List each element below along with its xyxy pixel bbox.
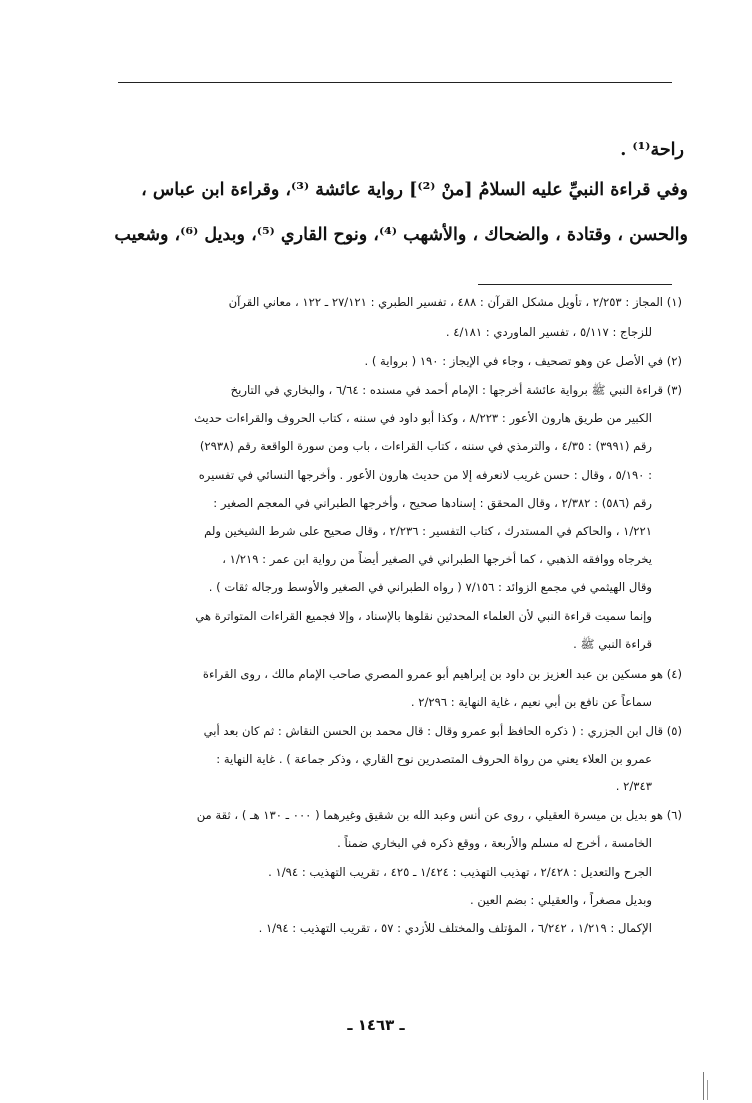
scan-edge-mark <box>703 1072 704 1100</box>
footnote-line: سماعاً عن نافع بن أبي نعيم ، غاية النهاية : ٢/٢٩٦ . <box>410 695 652 709</box>
footnote-line: (٤) هو مسكين بن عبد العزيز بن داود بن إبراهيم أبو عمرو المصري صاحب الإمام مالك ، روى القراءة <box>202 667 682 681</box>
footnote-line: الجرح والتعديل : ٢/٤٢٨ ، تهذيب التهذيب : ١/٤٢٤ ـ ٤٢٥ ، تقريب التهذيب : ١/٩٤ . <box>268 865 652 879</box>
footnote-line: رقم (٣٩٩١) : ٤/٣٥ ، والترمذي في سننه ، كتاب القراءات ، باب ومن سورة الواقعة رقم (٢٩٣٨) <box>199 439 652 453</box>
body-line-1: راحة⁽¹⁾ . <box>620 140 684 160</box>
footnote-line: الكبير من طريق هارون الأعور : ٨/٢٢٣ ، وكذا أبو داود في سننه ، كتاب الحروف والقراءات حديث <box>194 411 652 425</box>
footnote-line: وبديل مصغراً ، والعقيلي : بضم العين . <box>469 893 652 907</box>
page-number: ـ ١٤٦٣ ـ <box>347 1016 405 1034</box>
body-line-3: والحسن ، وقتادة ، والضحاك ، والأشهب ⁽⁴⁾، ونوح القاري ⁽⁵⁾، وبديل ⁽⁶⁾، وشعيب <box>114 225 688 245</box>
footnote-line: الخامسة ، أخرج له مسلم والأربعة ، ووقع ذكره في البخاري ضمناً . <box>337 836 652 850</box>
footnote-line: (٦) هو بديل بن ميسرة العقيلي ، روى عن أنس وعبد الله بن شقيق وغيرهما ( ٠٠٠ ـ ١٣٠ هـ ) ، ثقة من <box>196 808 682 822</box>
header-rule <box>118 82 672 83</box>
footnote-line: : ٥/١٩٠ ، وقال : حسن غريب لانعرفه إلا من حديث هارون الأعور . وأخرجها النسائي في تفسيره <box>198 468 652 482</box>
footnote-line: ١/٢٢١ ، والحاكم في المستدرك ، كتاب التفسير : ٢/٢٣٦ ، وقال صحيح على شرط الشيخين ولم <box>204 524 652 538</box>
footnote-line: ٢/٣٤٣ . <box>615 779 652 793</box>
footnote-line: عمرو بن العلاء يعني من رواة الحروف المتصدرين نوح القاري ، وذكر جماعة ) . غاية النهاية : <box>216 752 652 766</box>
footnote-separator <box>478 284 672 285</box>
footnote-line: للزجاج : ٥/١١٧ ، تفسير الماوردي : ٤/١٨١ . <box>445 325 652 339</box>
footnote-line: يخرجاه ووافقه الذهبي ، كما أخرجها الطبراني في الصغير أيضاً من رواية ابن عمر : ١/٢١٩ ، <box>222 552 652 566</box>
footnote-line: (٢) في الأصل عن وهو تصحيف ، وجاء في الإيجاز : ١٩٠ ( برواية ) . <box>364 354 682 368</box>
footnote-line: وإنما سميت قراءة النبي لأن العلماء المحدثين نقلوها بالإسناد ، وإلا فجميع القراءات المتواترة هي <box>195 609 652 623</box>
footnote-line: رقم (٥٨٦) : ٢/٣٨٢ ، وقال المحقق : إسنادها صحيح ، وأخرجها الطبراني في المعجم الصغير : <box>213 496 652 510</box>
body-line-2: وفي قراءة النبيِّ عليه السلامُ [منْ ⁽²⁾] رواية عائشة ⁽³⁾، وقراءة ابن عباس ، <box>141 180 688 200</box>
footnote-line: (٣) قراءة النبي ﷺ برواية عائشة أخرجها : الإمام أحمد في مسنده : ٦/٦٤ ، والبخاري في التاريخ <box>230 383 682 397</box>
footnote-line: (٥) قال ابن الجزري : ( ذكره الحافظ أبو عمرو وقال : قال محمد بن الحسن النقاش : ثم كان بعد أبي <box>203 724 682 738</box>
footnote-line: قراءة النبي ﷺ . <box>573 637 652 651</box>
footnote-line: الإكمال : ١/٢١٩ ، ٦/٢٤٢ ، المؤتلف والمختلف للأزدي : ٥٧ ، تقريب التهذيب : ١/٩٤ . <box>258 921 652 935</box>
footnote-line: (١) المجاز : ٢/٢٥٣ ، تأويل مشكل القرآن : ٤٨٨ ، تفسير الطبري : ٢٧/١٢١ ـ ١٢٢ ، معاني القرآن <box>228 295 682 309</box>
scan-edge-mark <box>707 1080 708 1100</box>
footnote-line: وقال الهيثمي في مجمع الزوائد : ٧/١٥٦ ( رواه الطبراني في الصغير والأوسط ورجاله ثقات ) . <box>208 580 652 594</box>
